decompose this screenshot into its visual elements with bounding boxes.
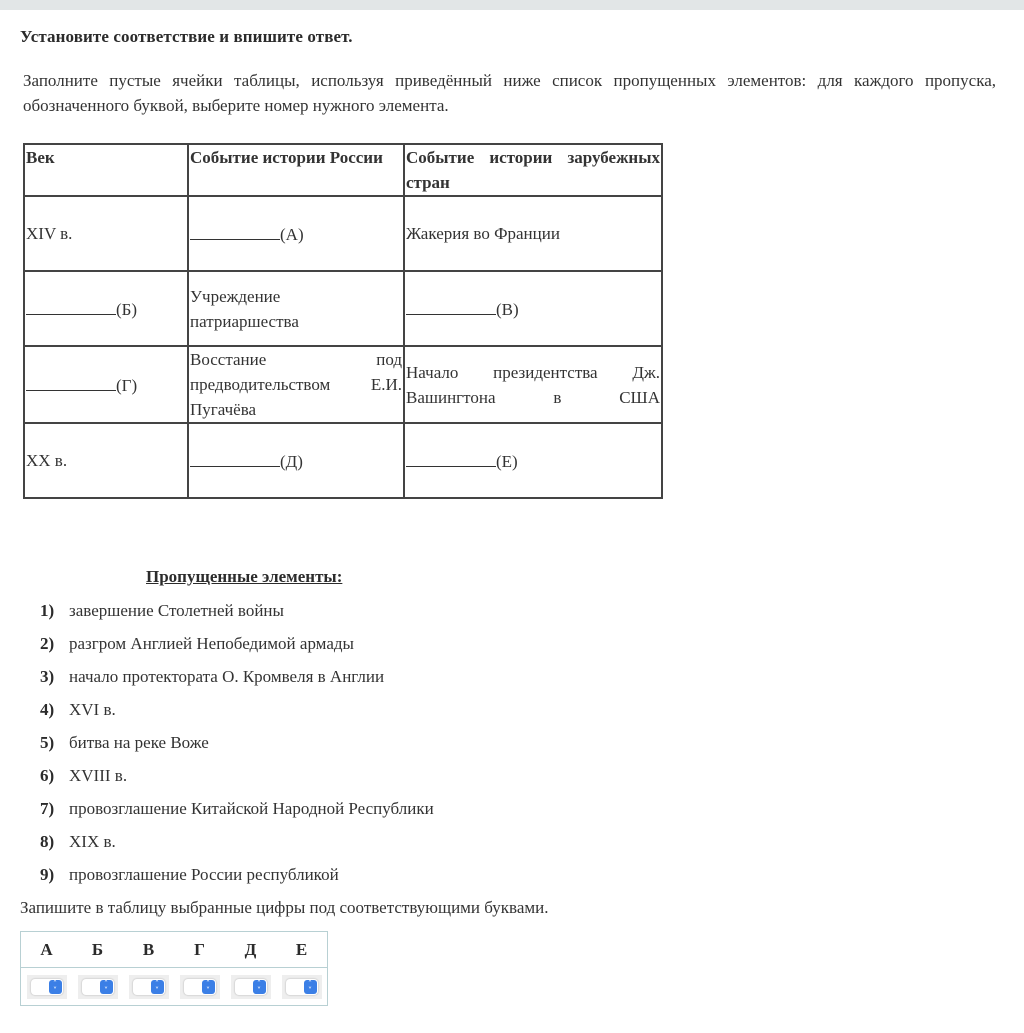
blank-label: (Д) (280, 451, 303, 471)
blank-line (26, 372, 116, 391)
table-row (24, 271, 662, 346)
blank-line (406, 296, 496, 315)
cell-russia-blank (188, 196, 404, 271)
answer-letters-row (21, 932, 328, 968)
blank-line (406, 448, 496, 467)
answer-select-g[interactable] (180, 975, 220, 999)
answer-select-d[interactable] (231, 975, 271, 999)
answer-cell (72, 968, 123, 1006)
item-text: провозглашение Китайской Народной Республики (69, 799, 434, 818)
list-item (40, 831, 434, 864)
blank-label: (А) (280, 224, 304, 244)
letter-a: А (21, 932, 73, 968)
answer-cell (276, 968, 328, 1006)
item-text: XIX в. (69, 832, 116, 851)
table-row (24, 346, 662, 423)
item-number: 7) (40, 799, 55, 818)
blank-line (26, 296, 116, 315)
blank-label: (Е) (496, 451, 518, 471)
letter-b: Б (72, 932, 123, 968)
header-century: Век (24, 144, 188, 196)
cell-century: XIV в. (24, 196, 188, 271)
letter-e: Е (276, 932, 328, 968)
list-item (40, 600, 434, 633)
cell-russia (188, 271, 404, 346)
up-down-chevron-icon[interactable]: ˄ ˅ (49, 980, 62, 994)
blank-label: (В) (496, 299, 519, 319)
item-number: 2) (40, 634, 55, 653)
cell-russia-text: Учреждение патриаршества (190, 286, 299, 331)
top-bar (0, 0, 1024, 10)
select-box[interactable] (31, 979, 63, 995)
select-box[interactable] (286, 979, 318, 995)
select-box[interactable] (133, 979, 165, 995)
table-header-row (24, 144, 662, 196)
letter-d: Д (225, 932, 276, 968)
answer-select-v[interactable] (129, 975, 169, 999)
letter-g: Г (174, 932, 225, 968)
blank-line (190, 221, 280, 240)
header-foreign: Событие истории зарубежных стран (404, 144, 662, 196)
item-text: завершение Столетней войны (69, 601, 284, 620)
up-down-chevron-icon[interactable]: ˄ ˅ (100, 980, 113, 994)
list-item (40, 699, 434, 732)
cell-russia-blank (188, 423, 404, 498)
answer-select-e[interactable] (282, 975, 322, 999)
table-row (24, 423, 662, 498)
item-number: 8) (40, 832, 55, 851)
missing-elements-list (40, 600, 434, 897)
select-box[interactable] (82, 979, 114, 995)
list-item (40, 765, 434, 798)
item-number: 6) (40, 766, 55, 785)
blank-label: (Г) (116, 375, 138, 395)
history-table (23, 143, 663, 499)
list-item (40, 633, 434, 666)
up-down-chevron-icon[interactable]: ˄ ˅ (151, 980, 164, 994)
up-down-chevron-icon[interactable]: ˄ ˅ (253, 980, 266, 994)
list-item (40, 732, 434, 765)
task-instructions: Заполните пустые ячейки таблицы, используя приведённый ниже список пропущенных элементов: для каждого пропуска, обозначенного буквой, выберите номер нужного элемента. (23, 71, 996, 115)
answer-select-a[interactable] (27, 975, 67, 999)
cell-century-blank (24, 346, 188, 423)
item-number: 9) (40, 865, 55, 884)
item-number: 4) (40, 700, 55, 719)
item-number: 3) (40, 667, 55, 686)
item-text: начало протектората О. Кромвеля в Англии (69, 667, 385, 686)
list-item (40, 798, 434, 831)
up-down-chevron-icon[interactable]: ˄ ˅ (304, 980, 317, 994)
list-item (40, 864, 434, 897)
answer-cell (174, 968, 225, 1006)
item-number: 5) (40, 733, 55, 752)
item-text: битва на реке Воже (69, 733, 209, 752)
table-row (24, 196, 662, 271)
answer-select-b[interactable] (78, 975, 118, 999)
select-box[interactable] (184, 979, 216, 995)
up-down-chevron-icon[interactable]: ˄ ˅ (202, 980, 215, 994)
cell-foreign: Начало президентства Дж. Вашингтона в США (404, 346, 662, 423)
item-text: разгром Англией Непобедимой армады (69, 634, 354, 653)
answer-prompt: Запишите в таблицу выбранные цифры под соответствующими буквами. (20, 898, 549, 917)
letter-v: В (123, 932, 174, 968)
answer-cell (123, 968, 174, 1006)
task-title: Установите соответствие и впишите ответ. (20, 27, 353, 46)
blank-line (190, 448, 280, 467)
blank-label: (Б) (116, 299, 138, 319)
select-box[interactable] (235, 979, 267, 995)
answer-selects-row (21, 968, 328, 1006)
header-russia: Событие истории России (188, 144, 404, 196)
cell-century-blank (24, 271, 188, 346)
item-number: 1) (40, 601, 55, 620)
item-text: XVI в. (69, 700, 116, 719)
list-item (40, 666, 434, 699)
missing-elements-title: Пропущенные элементы: (146, 567, 343, 586)
item-text: XVIII в. (69, 766, 128, 785)
cell-foreign-blank (404, 423, 662, 498)
answer-cell (225, 968, 276, 1006)
answer-cell (21, 968, 73, 1006)
cell-foreign-blank (404, 271, 662, 346)
item-text: провозглашение России республикой (69, 865, 339, 884)
cell-foreign: Жакерия во Франции (404, 196, 662, 271)
answer-table (20, 931, 328, 1006)
cell-russia: Восстание под предводительством Е.И. Пугачёва (188, 346, 404, 423)
cell-century: XX в. (24, 423, 188, 498)
